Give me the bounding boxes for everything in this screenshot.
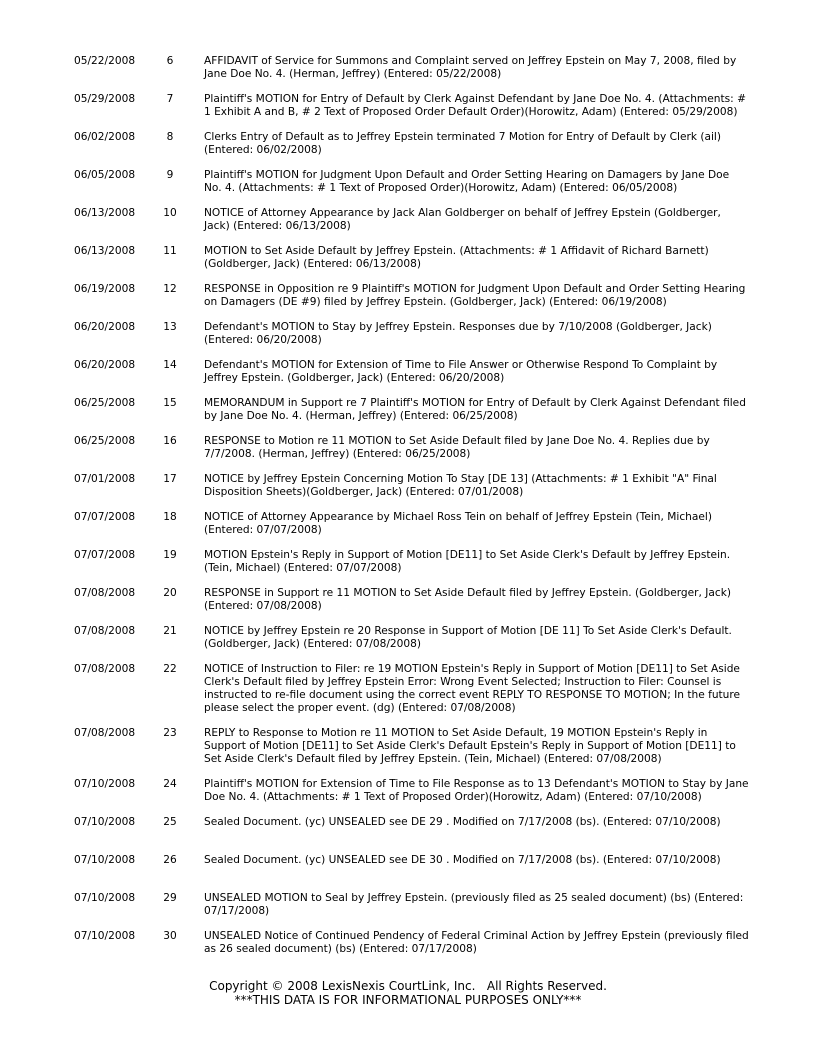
entry-description: REPLY to Response to Motion re 11 MOTION to Set Aside Default, 19 MOTION Epstein's Reply in Support of Motion [DE11] to Set Aside Clerk's Default Epstein's Reply in Support of Motion [DE11] to Set Aside Clerk's Default filed by Jeffrey Epstein. (Tein, Michael) (Entered: 07/08/2008) xyxy=(204,727,736,765)
entry-description: MOTION to Set Aside Default by Jeffrey Epstein. (Attachments: # 1 Affidavit of Richard Barnett)(Goldberger, Jack) (Entered: 06/13/2008) xyxy=(204,245,709,270)
entry-date: 07/10/2008 xyxy=(74,778,136,790)
entry-description: Plaintiff's MOTION for Entry of Default by Clerk Against Defendant by Jane Doe No. 4. (Attachments: # 1 Exhibit A and B, # 2 Text of Proposed Order Default Order)(Horowitz, Adam) (Entered: 05/29/2008) xyxy=(204,93,746,118)
entry-date: 07/10/2008 xyxy=(74,854,136,866)
copyright-notice: Copyright © 2008 LexisNexis CourtLink, Inc. All Rights Reserved. xyxy=(209,979,607,993)
entry-date: 06/02/2008 xyxy=(74,131,136,143)
entry-description: NOTICE of Attorney Appearance by Jack Alan Goldberger on behalf of Jeffrey Epstein (Goldberger, Jack) (Entered: 06/13/2008) xyxy=(204,207,721,232)
docket-entry xyxy=(0,816,816,842)
docket-entry xyxy=(0,549,816,575)
docket-entry xyxy=(0,169,816,195)
entry-number: 22 xyxy=(163,663,177,675)
docket-entry xyxy=(0,727,816,766)
entry-description: RESPONSE in Support re 11 MOTION to Set Aside Default filed by Jeffrey Epstein. (Goldberger, Jack) (Entered: 07/08/2008) xyxy=(204,587,731,612)
entry-number: 19 xyxy=(163,549,177,561)
entry-date: 06/05/2008 xyxy=(74,169,136,181)
docket-entry xyxy=(0,473,816,499)
entry-number: 15 xyxy=(163,397,177,409)
entry-number: 18 xyxy=(163,511,177,523)
entry-number: 30 xyxy=(163,930,177,942)
entry-number: 6 xyxy=(166,55,174,67)
docket-entry xyxy=(0,587,816,613)
page-footer xyxy=(0,979,816,1007)
entry-number: 24 xyxy=(163,778,177,790)
entry-description: Defendant's MOTION for Extension of Time to File Answer or Otherwise Respond To Complaint by Jeffrey Epstein. (Goldberger, Jack) (Entered: 06/20/2008) xyxy=(204,359,718,384)
entry-description: RESPONSE in Opposition re 9 Plaintiff's MOTION for Judgment Upon Default and Order Setting Hearing on Damagers (DE #9) filed by Jeffrey Epstein. (Goldberger, Jack) (Entered: 06/19/2008) xyxy=(204,283,746,308)
entry-description: NOTICE of Attorney Appearance by Michael Ross Tein on behalf of Jeffrey Epstein (Tein, Michael) (Entered: 07/07/2008) xyxy=(204,511,712,536)
entry-number: 8 xyxy=(166,131,174,143)
entry-date: 06/20/2008 xyxy=(74,359,136,371)
entry-description: Sealed Document. (yc) UNSEALED see DE 29 . Modified on 7/17/2008 (bs). (Entered: 07/10/2008) xyxy=(204,816,721,828)
docket-entry xyxy=(0,511,816,537)
entry-number: 12 xyxy=(163,283,177,295)
docket-entries xyxy=(0,55,816,968)
docket-entry xyxy=(0,283,816,309)
entry-date: 07/10/2008 xyxy=(74,816,136,828)
entry-number: 21 xyxy=(163,625,177,637)
docket-entry xyxy=(0,854,816,880)
entry-date: 06/19/2008 xyxy=(74,283,136,295)
entry-date: 06/25/2008 xyxy=(74,435,136,447)
docket-entry xyxy=(0,435,816,461)
entry-date: 05/29/2008 xyxy=(74,93,136,105)
entry-number: 26 xyxy=(163,854,177,866)
docket-entry xyxy=(0,930,816,956)
entry-description: Plaintiff's MOTION for Judgment Upon Default and Order Setting Hearing on Damagers by Jane Doe No. 4. (Attachments: # 1 Text of Proposed Order)(Horowitz, Adam) (Entered: 06/05/2008) xyxy=(204,169,730,194)
docket-entry xyxy=(0,207,816,233)
entry-description: AFFIDAVIT of Service for Summons and Complaint served on Jeffrey Epstein on May 7, 2008, filed by Jane Doe No. 4. (Herman, Jeffrey) (Entered: 05/22/2008) xyxy=(204,55,737,80)
entry-number: 17 xyxy=(163,473,177,485)
docket-entry xyxy=(0,93,816,119)
entry-date: 07/01/2008 xyxy=(74,473,136,485)
entry-date: 06/13/2008 xyxy=(74,245,136,257)
docket-entry xyxy=(0,663,816,715)
informational-disclaimer: ***THIS DATA IS FOR INFORMATIONAL PURPOSES ONLY*** xyxy=(234,993,582,1007)
entry-date: 07/10/2008 xyxy=(74,892,136,904)
docket-entry xyxy=(0,131,816,157)
entry-description: Defendant's MOTION to Stay by Jeffrey Epstein. Responses due by 7/10/2008 (Goldberger, Jack) (Entered: 06/20/2008) xyxy=(204,321,712,346)
entry-number: 10 xyxy=(163,207,177,219)
docket-entry xyxy=(0,778,816,804)
entry-date: 06/20/2008 xyxy=(74,321,136,333)
entry-date: 06/13/2008 xyxy=(74,207,136,219)
docket-entry xyxy=(0,321,816,347)
entry-number: 14 xyxy=(163,359,177,371)
entry-number: 23 xyxy=(163,727,177,739)
docket-entry xyxy=(0,397,816,423)
entry-date: 06/25/2008 xyxy=(74,397,136,409)
entry-description: Clerks Entry of Default as to Jeffrey Epstein terminated 7 Motion for Entry of Default by Clerk (ail) (Entered: 06/02/2008) xyxy=(204,131,721,156)
entry-number: 16 xyxy=(163,435,177,447)
entry-description: Plaintiff's MOTION for Extension of Time to File Response as to 13 Defendant's MOTION to Stay by Jane Doe No. 4. (Attachments: # 1 Text of Proposed Order)(Horowitz, Adam) (Entered: 07/10/2008) xyxy=(204,778,749,803)
docket-entry xyxy=(0,55,816,81)
entry-description: MEMORANDUM in Support re 7 Plaintiff's MOTION for Entry of Default by Clerk Against Defendant filed by Jane Doe No. 4. (Herman, Jeffrey) (Entered: 06/25/2008) xyxy=(204,397,746,422)
entry-number: 25 xyxy=(163,816,177,828)
entry-number: 20 xyxy=(163,587,177,599)
entry-date: 07/07/2008 xyxy=(74,511,136,523)
entry-number: 9 xyxy=(166,169,174,181)
entry-date: 07/08/2008 xyxy=(74,663,136,675)
entry-description: Sealed Document. (yc) UNSEALED see DE 30 . Modified on 7/17/2008 (bs). (Entered: 07/10/2008) xyxy=(204,854,721,866)
entry-description: MOTION Epstein's Reply in Support of Motion [DE11] to Set Aside Clerk's Default by Jeffrey Epstein. (Tein, Michael) (Entered: 07/07/2008) xyxy=(204,549,731,574)
entry-description: UNSEALED MOTION to Seal by Jeffrey Epstein. (previously filed as 25 sealed document) (bs) (Entered: 07/17/2008) xyxy=(204,892,744,917)
entry-description: UNSEALED Notice of Continued Pendency of Federal Criminal Action by Jeffrey Epstein (previously filed as 26 sealed document) (bs) (Entered: 07/17/2008) xyxy=(204,930,749,955)
entry-date: 05/22/2008 xyxy=(74,55,136,67)
entry-number: 13 xyxy=(163,321,177,333)
docket-entry xyxy=(0,892,816,918)
entry-date: 07/07/2008 xyxy=(74,549,136,561)
entry-date: 07/10/2008 xyxy=(74,930,136,942)
docket-entry xyxy=(0,359,816,385)
entry-description: NOTICE by Jeffrey Epstein re 20 Response in Support of Motion [DE 11] To Set Aside Clerk's Default. (Goldberger, Jack) (Entered: 07/08/2008) xyxy=(204,625,732,650)
docket-entry xyxy=(0,245,816,271)
docket-entry xyxy=(0,625,816,651)
entry-description: RESPONSE to Motion re 11 MOTION to Set Aside Default filed by Jane Doe No. 4. Replies due by 7/7/2008. (Herman, Jeffrey) (Entered: 06/25/2008) xyxy=(204,435,710,460)
entry-number: 29 xyxy=(163,892,177,904)
entry-number: 11 xyxy=(163,245,177,257)
entry-number: 7 xyxy=(166,93,174,105)
entry-description: NOTICE by Jeffrey Epstein Concerning Motion To Stay [DE 13] (Attachments: # 1 Exhibit "A" Final Disposition Sheets)(Goldberger, Jack) (Entered: 07/01/2008) xyxy=(204,473,717,498)
entry-date: 07/08/2008 xyxy=(74,727,136,739)
entry-date: 07/08/2008 xyxy=(74,625,136,637)
entry-description: NOTICE of Instruction to Filer: re 19 MOTION Epstein's Reply in Support of Motion [DE11] to Set Aside Clerk's Default filed by Jeffrey Epstein Error: Wrong Event Selected; Instruction to Filer: Counsel is instructed to re-file document using the correct event REPLY TO RESPONSE TO MOTION; In the future please select the proper event. (dg) (Entered: 07/08/2008) xyxy=(204,663,741,714)
entry-date: 07/08/2008 xyxy=(74,587,136,599)
